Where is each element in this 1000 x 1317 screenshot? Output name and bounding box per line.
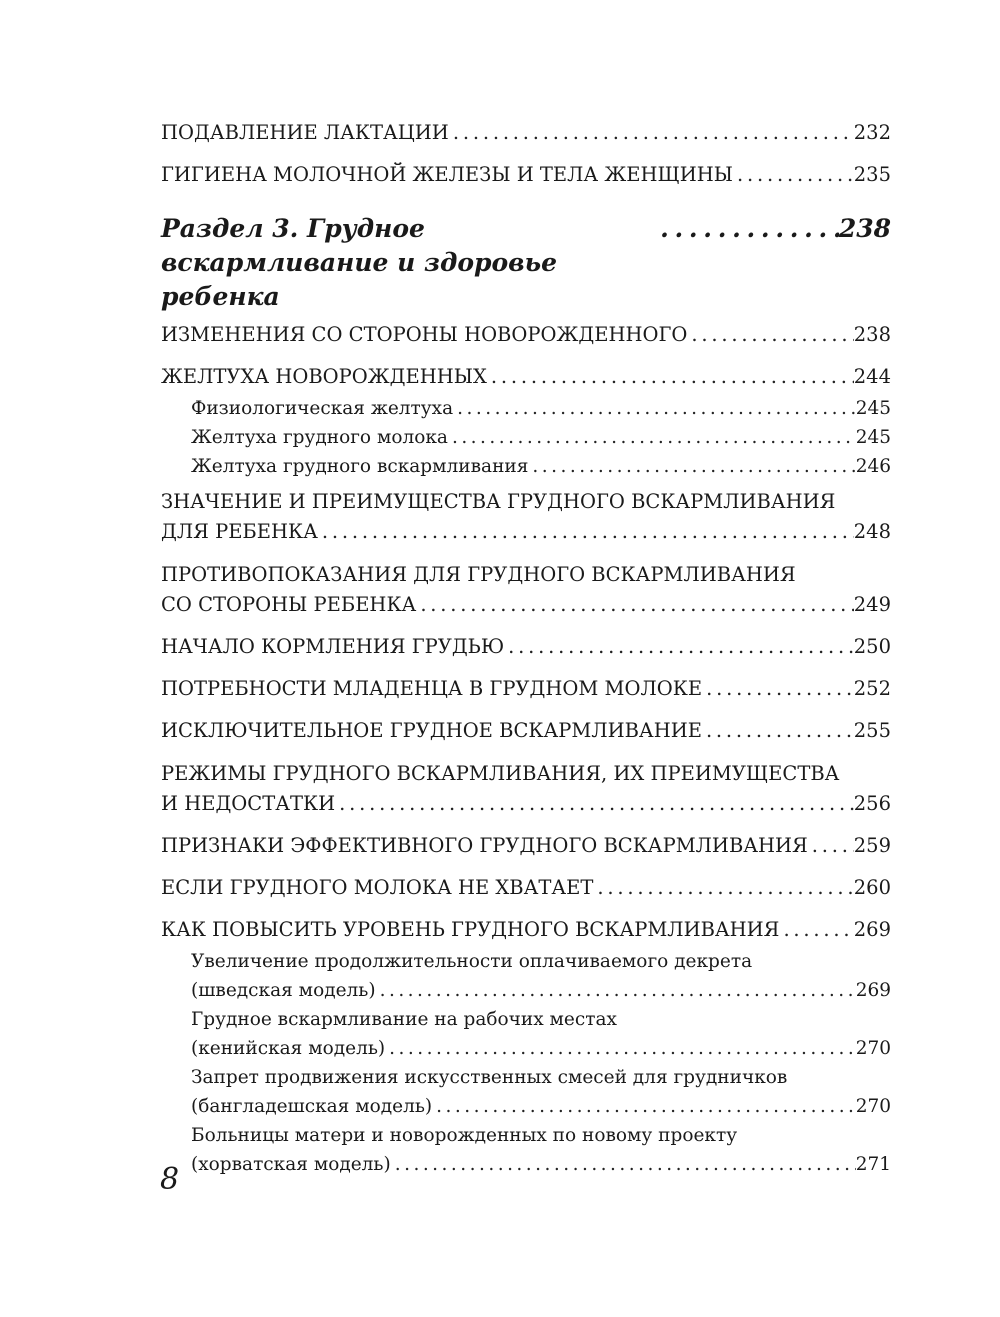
toc-entry-page: 246: [855, 456, 891, 477]
toc-entry-exclusive: [161, 716, 891, 746]
toc-entry-newborn-jaundice: [161, 362, 891, 392]
toc-entry-label: ПОДАВЛЕНИЕ ЛАКТАЦИИ: [161, 121, 449, 144]
toc-subentries-jaundice: [161, 392, 891, 481]
dot-leader: [504, 632, 854, 662]
toc-entry-page: 238: [853, 323, 891, 346]
toc-subentry-breastmilk-jaundice: [191, 423, 891, 452]
toc-section-page: 238: [838, 214, 891, 243]
dot-leader: [702, 716, 854, 746]
toc-entry-line2: (шведская модель): [191, 980, 376, 1001]
toc-entry-line2: СО СТОРОНЫ РЕБЕНКА: [161, 593, 417, 616]
toc-entry-page: 235: [853, 163, 891, 186]
toc-entry-label: ПРИЗНАКИ ЭФФЕКТИВНОГО ГРУДНОГО ВСКАРМЛИВАНИЯ: [161, 834, 808, 857]
toc-entry-suppression-lactation: [161, 118, 891, 148]
toc-entry-page: 269: [855, 980, 891, 1001]
toc-entry-page: 271: [855, 1154, 891, 1175]
dot-leader: [702, 674, 854, 704]
toc-entry-contraindications: [161, 560, 891, 620]
toc-entry-label: ГИГИЕНА МОЛОЧНОЙ ЖЕЛЕЗЫ И ТЕЛА ЖЕНЩИНЫ: [161, 163, 733, 186]
toc-entry-line1: ПРОТИВОПОКАЗАНИЯ ДЛЯ ГРУДНОГО ВСКАРМЛИВАНИЯ: [161, 563, 796, 586]
toc-subentry-kenyan: [191, 1005, 891, 1063]
dot-leader: [449, 118, 854, 148]
toc-entry-label: Физиологическая желтуха: [191, 398, 454, 419]
page-number: 8: [160, 1162, 180, 1197]
toc-entry-label: Желтуха грудного вскармливания: [191, 456, 529, 477]
dot-leader: [453, 394, 856, 423]
dot-leader: [318, 517, 854, 547]
toc-entry-page: 248: [853, 520, 891, 543]
dot-leader: [391, 1150, 856, 1179]
toc-subentries-models: [161, 945, 891, 1179]
toc-entry-label: ИЗМЕНЕНИЯ СО СТОРОНЫ НОВОРОЖДЕННОГО: [161, 323, 688, 346]
toc-entry-line2: И НЕДОСТАТКИ: [161, 792, 336, 815]
dot-leader: [656, 212, 839, 246]
dot-leader: [779, 915, 853, 945]
toc-subentry-breastfeeding-jaundice: [191, 452, 891, 481]
toc-section-3: [161, 212, 891, 314]
toc-entry-page: 244: [853, 365, 891, 388]
toc-entry-hygiene: [161, 160, 891, 190]
toc-entry-label: ИСКЛЮЧИТЕЛЬНОЕ ГРУДНОЕ ВСКАРМЛИВАНИЕ: [161, 719, 702, 742]
dot-leader: [487, 362, 854, 392]
toc-entry-line1: Больницы матери и новорожденных по новому проекту: [191, 1125, 738, 1146]
toc-subentry-bangladeshi: [191, 1063, 891, 1121]
toc-entry-page: 260: [853, 876, 891, 899]
dot-leader: [448, 423, 856, 452]
toc-entry-regimes: [161, 759, 891, 819]
toc-subentry-swedish: [191, 947, 891, 1005]
dot-leader: [593, 873, 853, 903]
toc-entry-line2: (бангладешская модель): [191, 1096, 433, 1117]
toc-entry-page: 270: [855, 1096, 891, 1117]
toc-entry-page: 270: [855, 1038, 891, 1059]
toc-entry-page: 256: [853, 792, 891, 815]
toc-entry-line2: (хорватская модель): [191, 1154, 391, 1175]
toc-entry-page: 250: [853, 635, 891, 658]
toc-entry-label: Желтуха грудного молока: [191, 427, 448, 448]
toc-section-label: Раздел 3. Грудное вскармливание и здоровье ребенка: [161, 214, 557, 311]
toc-subentry-croatian: [191, 1121, 891, 1179]
dot-leader: [733, 160, 854, 190]
dot-leader: [416, 590, 853, 620]
toc-entry-benefits: [161, 487, 891, 547]
toc-entry-page: 232: [853, 121, 891, 144]
toc-entry-page: 259: [853, 834, 891, 857]
toc-entry-label: КАК ПОВЫСИТЬ УРОВЕНЬ ГРУДНОГО ВСКАРМЛИВАНИЯ: [161, 918, 780, 941]
toc-entry-infant-needs: [161, 674, 891, 704]
toc-entry-page: 255: [853, 719, 891, 742]
dot-leader: [335, 789, 854, 819]
toc-entry-increase-level: [161, 915, 891, 945]
toc-entry-label: НАЧАЛО КОРМЛЕНИЯ ГРУДЬЮ: [161, 635, 505, 658]
toc-entry-line2: (кенийская модель): [191, 1038, 386, 1059]
toc-entry-signs-effective: [161, 831, 891, 861]
dot-leader: [385, 1034, 856, 1063]
toc-entry-page: 249: [853, 593, 891, 616]
dot-leader: [687, 320, 853, 350]
toc-entry-page: 269: [853, 918, 891, 941]
toc-entry-not-enough-milk: [161, 873, 891, 903]
dot-leader: [432, 1092, 856, 1121]
toc-entry-label: ЕСЛИ ГРУДНОГО МОЛОКА НЕ ХВАТАЕТ: [161, 876, 594, 899]
table-of-contents: [161, 118, 891, 1179]
toc-entry-page: 245: [855, 398, 891, 419]
toc-entry-line1: РЕЖИМЫ ГРУДНОГО ВСКАРМЛИВАНИЯ, ИХ ПРЕИМУЩЕСТВА: [161, 762, 840, 785]
dot-leader: [528, 452, 855, 481]
toc-entry-line1: ЗНАЧЕНИЕ И ПРЕИМУЩЕСТВА ГРУДНОГО ВСКАРМЛИВАНИЯ: [161, 490, 836, 513]
toc-entry-start-breastfeeding: [161, 632, 891, 662]
toc-entry-page: 245: [855, 427, 891, 448]
toc-entry-line1: Грудное вскармливание на рабочих местах: [191, 1009, 617, 1030]
toc-entry-line1: Запрет продвижения искусственных смесей для грудничков: [191, 1067, 788, 1088]
toc-subentry-physiological: [191, 394, 891, 423]
toc-entry-page: 252: [853, 677, 891, 700]
toc-entry-line1: Увеличение продолжительности оплачиваемого декрета: [191, 951, 753, 972]
dot-leader: [376, 976, 856, 1005]
toc-entry-label: ПОТРЕБНОСТИ МЛАДЕНЦА В ГРУДНОМ МОЛОКЕ: [161, 677, 703, 700]
dot-leader: [808, 831, 854, 861]
toc-entry-label: ЖЕЛТУХА НОВОРОЖДЕННЫХ: [161, 365, 487, 388]
toc-entry-newborn-changes: [161, 320, 891, 350]
toc-entry-line2: ДЛЯ РЕБЕНКА: [161, 520, 318, 543]
